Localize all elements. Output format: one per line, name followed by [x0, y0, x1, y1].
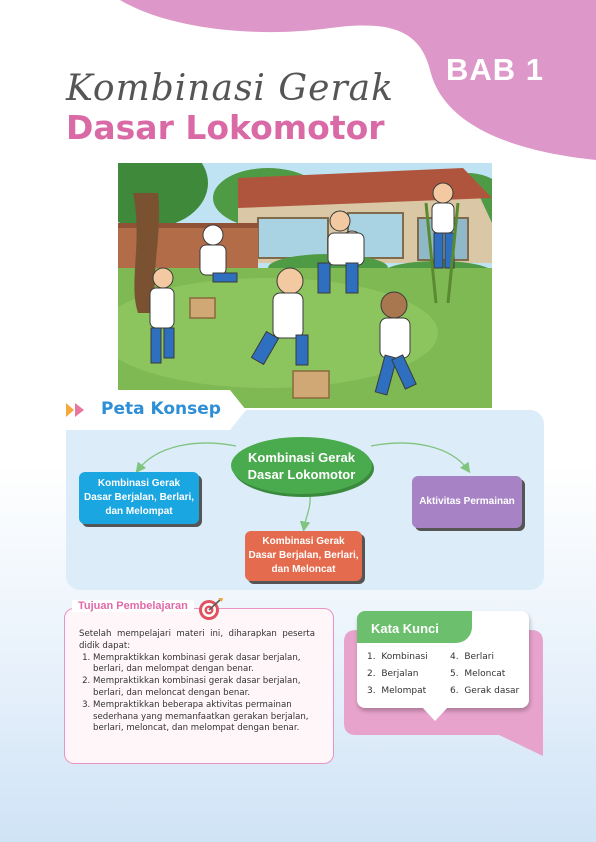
objectives-list: [79, 653, 315, 736]
concept-node-leap: Kombinasi Gerak Dasar Berjalan, Berlari, dan Meloncat: [245, 531, 362, 581]
concept-node-games: Aktivitas Permainan: [412, 476, 522, 528]
concept-map-title: Peta Konsep: [101, 399, 221, 419]
chapter-label: BAB 1: [445, 52, 544, 87]
target-icon: [198, 597, 224, 621]
objective-item: 2. Mempraktikkan kombinasi gerak dasar berjalan, berlari, dan meloncat dengan benar.: [93, 676, 315, 700]
objective-item: 3. Mempraktikkan beberapa aktivitas permainan sederhana yang memanfaatkan gerakan berjalan, berlari, meloncat, dan melompat dengan benar.: [93, 700, 315, 735]
concept-node-jump: Kombinasi Gerak Dasar Berjalan, Berlari, dan Melompat: [79, 472, 199, 524]
keyword-item: 3. Melompat: [367, 686, 427, 696]
concept-node-main: Kombinasi Gerak Dasar Lokomotor: [231, 437, 372, 494]
learning-objectives-text: [79, 629, 315, 735]
keyword-item: 2. Berjalan: [367, 669, 419, 679]
chapter-title-line1: Kombinasi Gerak: [66, 68, 394, 109]
objectives-intro: Setelah mempelajari materi ini, diharapkan peserta didik dapat:: [79, 629, 315, 651]
keyword-item: 5. Meloncat: [450, 669, 506, 679]
learning-objectives-title: Tujuan Pembelajaran: [72, 600, 194, 612]
keywords-title: Kata Kunci: [371, 621, 439, 636]
keyword-item: 1. Kombinasi: [367, 652, 428, 662]
chapter-title-line2: Dasar Lokomotor: [66, 108, 385, 147]
keywords-column-1: [367, 649, 428, 700]
keyword-item: 6. Gerak dasar: [450, 686, 520, 696]
chapter-illustration: [118, 163, 492, 408]
keyword-item: 4. Berlari: [450, 652, 494, 662]
objective-item: 1. Mempraktikkan kombinasi gerak dasar berjalan, berlari, dan melompat dengan benar.: [93, 653, 315, 677]
speech-pointer: [422, 707, 448, 721]
keywords-column-2: [450, 649, 519, 700]
